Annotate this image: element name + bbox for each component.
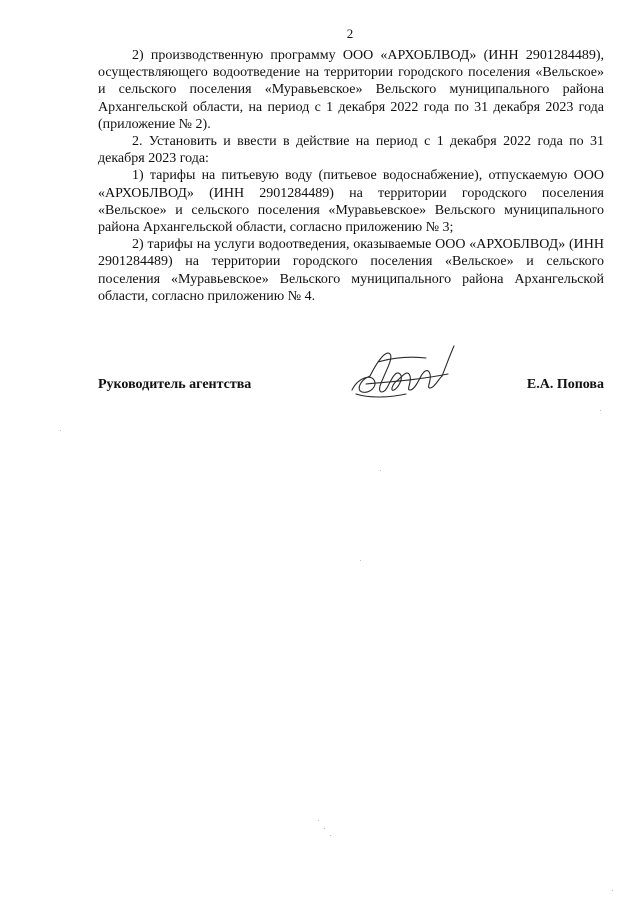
signature-block	[98, 370, 604, 400]
scan-speck	[324, 828, 325, 829]
page-number: 2	[346, 26, 354, 41]
paragraph-drinking-water-tariffs: 1) тарифы на питьевую воду (питьевое водоснабжение), отпускаемую ООО «АРХОБЛВОД» (ИНН 2901284489) на территории городского поселения «Вельское» и сельского поселения «Муравьевское» Вельского муниципального района Архангельской области, согласно приложению № 3;	[98, 168, 604, 236]
document-body	[98, 47, 604, 305]
paragraph-production-program-item-2: 2) производственную программу ООО «АРХОБЛВОД» (ИНН 2901284489), осуществляющего водоотведение на территории городского поселения «Вельское» и сельского поселения «Муравьевское» Вельского муниципального района Архангельской области, на период с 1 декабря 2022 года по 31 декабря 2023 года (приложение № 2).	[98, 48, 604, 132]
handwritten-signature	[348, 340, 458, 404]
scan-speck	[380, 470, 381, 471]
scan-speck	[60, 430, 61, 431]
scan-speck	[330, 835, 331, 836]
scan-speck	[600, 410, 601, 411]
scan-speck	[360, 560, 361, 561]
paragraph-establish-tariffs: 2. Установить и ввести в действие на период с 1 декабря 2022 года по 31 декабря 2023 года:	[98, 134, 604, 167]
paragraph-wastewater-tariffs: 2) тарифы на услуги водоотведения, оказываемые ООО «АРХОБЛВОД» (ИНН 2901284489) на территории городского поселения «Вельское» и сельского поселения «Муравьевское» Вельского муниципального района Архангельской области, согласно приложению № 4.	[98, 237, 604, 304]
scan-speck	[318, 820, 319, 821]
signer-title: Руководитель агентства	[98, 377, 252, 392]
signer-name: Е.А. Попова	[526, 377, 604, 392]
scan-speck	[612, 890, 613, 891]
